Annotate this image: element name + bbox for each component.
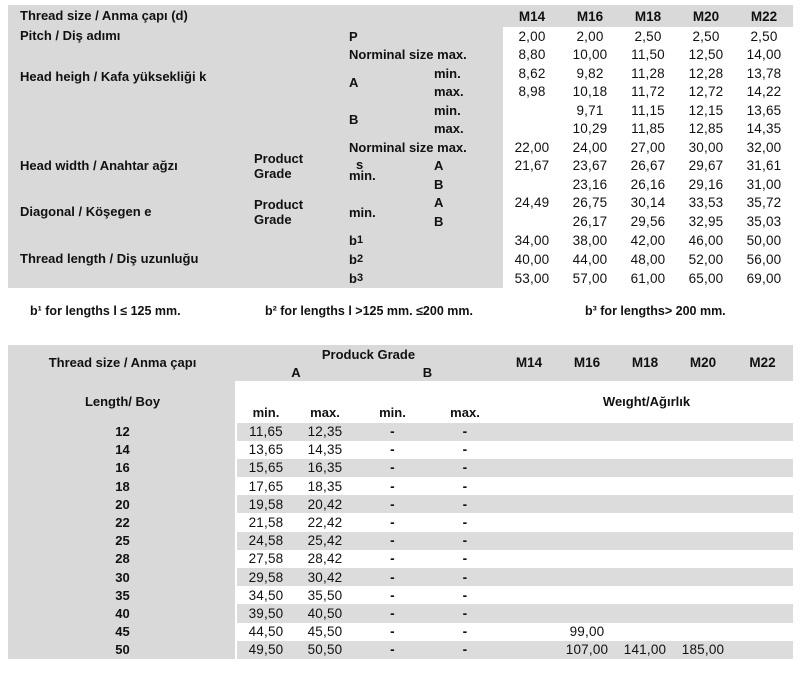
t2-grade-a-label: A xyxy=(291,365,301,380)
t2-value: - xyxy=(462,551,468,567)
t1-value: 21,67 xyxy=(514,158,550,174)
t2-value: - xyxy=(390,442,395,458)
t1-value: 22,00 xyxy=(514,139,550,155)
t2-value: 29,58 xyxy=(248,569,284,585)
t2-title: Thread size / Anma çapı xyxy=(48,355,197,370)
t1-value: 50,00 xyxy=(746,232,782,248)
t2-value: - xyxy=(390,424,395,440)
t2-value: 21,58 xyxy=(248,515,284,531)
t1-value: 32,00 xyxy=(746,139,782,155)
t2-col-m20: M20 xyxy=(689,355,717,370)
t1-value: 8,80 xyxy=(518,47,546,63)
t1-value: 30,14 xyxy=(630,195,666,211)
dimension-spec-table xyxy=(8,5,793,288)
t2-value: 27,58 xyxy=(248,551,284,567)
t2-length: 45 xyxy=(115,624,130,640)
t1-value: 48,00 xyxy=(630,251,666,267)
t1-value: 35,72 xyxy=(746,195,782,211)
t1-value: 14,00 xyxy=(746,47,782,63)
t1-value: 11,85 xyxy=(631,121,665,137)
t1-value: 8,62 xyxy=(518,65,546,81)
t1-value: 10,00 xyxy=(572,47,608,63)
t2-length: 35 xyxy=(115,587,130,603)
t2-col-m14: M14 xyxy=(515,355,543,370)
t1-product-grade-label: Product Grade xyxy=(254,197,304,227)
t1-value: 23,16 xyxy=(572,176,608,192)
t2-value: - xyxy=(462,605,468,621)
t1-grade-b-label: B xyxy=(434,213,444,229)
t1-value: 53,00 xyxy=(514,270,550,286)
t2-value: - xyxy=(462,533,468,549)
t2-value: - xyxy=(462,587,468,603)
t2-value: - xyxy=(390,515,395,531)
t2-grade-b-label: B xyxy=(422,365,433,380)
t1-thread-length-label: Thread length / Diş uzunluğu xyxy=(20,251,199,266)
t1-value: 9,71 xyxy=(576,102,604,118)
t1-value: 2,50 xyxy=(750,28,778,44)
t1-value: 65,00 xyxy=(688,270,724,286)
t2-value: 34,50 xyxy=(248,587,284,603)
t1-col-m20: M20 xyxy=(692,8,720,24)
t2-value: - xyxy=(390,478,395,494)
footnote-b3: b³ for lengths> 200 mm. xyxy=(585,303,726,318)
t1-value: 13,65 xyxy=(746,102,782,118)
t1-col-m16: M16 xyxy=(576,8,604,24)
t1-max-label: max. xyxy=(434,121,464,137)
t1-value: 61,00 xyxy=(630,270,666,286)
t1-value: 8,98 xyxy=(518,84,546,100)
t1-value: 2,50 xyxy=(634,28,662,44)
footnote-b1: b¹ for lengths l ≤ 125 mm. xyxy=(30,303,181,318)
t2-value: 20,42 xyxy=(307,496,343,512)
t2-value: 49,50 xyxy=(248,642,284,658)
t2-value: 18,35 xyxy=(307,478,343,494)
t1-min-label: min. xyxy=(434,65,461,81)
t2-value: 25,42 xyxy=(307,533,343,549)
t1-value: 56,00 xyxy=(746,251,782,267)
t2-value: 16,35 xyxy=(307,460,343,476)
t2-value: - xyxy=(390,533,395,549)
t2-length: 18 xyxy=(115,478,130,494)
t1-value: 2,00 xyxy=(576,28,604,44)
t1-head-height-label: Head heigh / Kafa yüksekliği k xyxy=(20,68,207,84)
t1-value: 14,22 xyxy=(746,84,782,100)
t2-value: 17,65 xyxy=(248,478,284,494)
t1-s-min-label xyxy=(340,157,432,194)
t2-value: - xyxy=(390,569,395,585)
t2-value: 13,65 xyxy=(248,442,284,458)
t1-col-m18: M18 xyxy=(634,8,662,24)
t2-length: 25 xyxy=(115,533,130,549)
t2-value: 14,35 xyxy=(307,442,343,458)
t2-length: 14 xyxy=(115,442,130,458)
t1-value: 31,00 xyxy=(746,176,782,192)
t1-nominal-label: Norminal size max. xyxy=(349,139,467,155)
t1-min-label: min. xyxy=(434,102,461,118)
t1-head-width-label: Head width / Anahtar ağzı xyxy=(20,157,178,173)
t2-length: 20 xyxy=(115,496,130,512)
t2-length: 30 xyxy=(115,569,130,585)
t2-value: 12,35 xyxy=(307,424,343,440)
t1-value: 2,50 xyxy=(692,28,720,44)
t1-grade-a-label: A xyxy=(434,158,444,174)
t1-title: Thread size / Anma çapı (d) xyxy=(20,8,188,23)
t1-value: 32,95 xyxy=(688,213,724,229)
t2-weight-value: 185,00 xyxy=(681,642,725,658)
t1-col-m22: M22 xyxy=(750,8,778,24)
t1-value: 23,67 xyxy=(572,158,608,174)
t1-product-grade-label: Product Grade xyxy=(254,150,304,181)
t2-value: 30,42 xyxy=(307,569,343,585)
t1-b1-label: b 1 xyxy=(349,232,364,248)
t1-value: 44,00 xyxy=(572,251,608,267)
t2-value: - xyxy=(390,642,395,658)
t2-value: - xyxy=(462,460,468,476)
t1-value: 24,00 xyxy=(572,139,608,155)
t2-value: - xyxy=(462,496,468,512)
t2-length: 40 xyxy=(115,605,130,621)
t1-value: 11,72 xyxy=(631,84,665,100)
t2-length: 12 xyxy=(115,424,130,440)
t2-product-grade-label: Produck Grade xyxy=(321,347,416,362)
t1-value: 29,16 xyxy=(688,176,724,192)
t2-length: 22 xyxy=(115,515,130,531)
t1-value: 12,50 xyxy=(688,47,724,63)
t2-length: 28 xyxy=(115,551,130,567)
t1-value: 34,00 xyxy=(514,232,550,248)
t2-length: 16 xyxy=(115,460,130,476)
t2-value: - xyxy=(390,460,395,476)
t1-value: 9,82 xyxy=(576,65,604,81)
footnote-b2: b² for lengths l >125 mm. ≤200 mm. xyxy=(265,303,473,318)
t1-value: 26,75 xyxy=(572,195,608,211)
t2-weight-value: 107,00 xyxy=(565,642,609,658)
t1-value: 14,35 xyxy=(746,121,782,137)
length-weight-table xyxy=(8,345,793,659)
t1-diagonal-label: Diagonal / Köşegen e xyxy=(20,204,152,219)
t1-value: 11,28 xyxy=(631,65,665,81)
t2-value: 35,50 xyxy=(307,587,343,603)
t1-value: 52,00 xyxy=(688,251,724,267)
t2-col-m16: M16 xyxy=(573,355,601,370)
t1-pitch-label: Pitch / Diş adımı xyxy=(20,28,121,44)
t1-value: 26,16 xyxy=(630,176,666,192)
t2-value: - xyxy=(390,624,395,640)
t1-value: 12,85 xyxy=(688,121,724,137)
t2-value: - xyxy=(390,587,395,603)
t2-value: 44,50 xyxy=(248,624,284,640)
t1-value: 10,29 xyxy=(572,121,608,137)
t1-value: 35,03 xyxy=(746,213,782,229)
t1-pitch-symbol: P xyxy=(349,28,358,44)
t1-value: 57,00 xyxy=(572,270,608,286)
t1-value: 27,00 xyxy=(630,139,666,155)
t1-value: 2,00 xyxy=(518,28,546,44)
t2-value: 45,50 xyxy=(307,624,343,640)
t1-value: 26,67 xyxy=(630,158,666,174)
footnotes xyxy=(8,304,800,324)
t1-value: 11,15 xyxy=(631,102,665,118)
t1-col-m14: M14 xyxy=(518,8,546,24)
t2-value: 19,58 xyxy=(248,496,284,512)
t1-value: 30,00 xyxy=(688,139,724,155)
t2-value: 50,50 xyxy=(307,642,343,658)
t1-value: 11,50 xyxy=(631,47,665,63)
t1-value: 24,49 xyxy=(514,195,550,211)
t1-value: 42,00 xyxy=(630,232,666,248)
t1-s-symbol: s xyxy=(356,156,364,172)
t2-value: 22,42 xyxy=(307,515,343,531)
t1-value: 13,78 xyxy=(746,65,782,81)
t2-value: - xyxy=(462,424,468,440)
t1-grade-b-label: B xyxy=(349,112,359,127)
t2-value: - xyxy=(462,515,468,531)
t2-value: - xyxy=(462,569,468,585)
t1-value: 33,53 xyxy=(688,195,724,211)
t2-col-m22: M22 xyxy=(749,355,776,370)
t1-grade-a-label: A xyxy=(434,195,444,211)
t2-value: - xyxy=(390,605,395,621)
t1-value: 29,56 xyxy=(630,213,666,229)
t1-value: 26,17 xyxy=(572,213,608,229)
t1-grade-b-label: B xyxy=(434,176,444,192)
t2-value: 39,50 xyxy=(248,605,284,621)
t2-length: 50 xyxy=(115,642,130,658)
t1-value: 38,00 xyxy=(572,232,608,248)
t1-value: 12,72 xyxy=(688,84,724,100)
t1-b2-label: b 2 xyxy=(349,251,364,267)
t1-value: 46,00 xyxy=(688,232,724,248)
t2-value: - xyxy=(390,496,395,512)
t2-weight-value: 99,00 xyxy=(569,624,605,640)
t1-min-label: min. xyxy=(349,167,376,183)
t1-value: 69,00 xyxy=(746,270,782,286)
t1-value: 31,61 xyxy=(746,158,782,174)
t2-col-m18: M18 xyxy=(631,355,659,370)
t2-value: 11,65 xyxy=(249,424,283,440)
t2-value: 28,42 xyxy=(307,551,343,567)
t1-max-label: max. xyxy=(434,84,464,100)
t2-value: - xyxy=(462,624,468,640)
t2-weight-value: 141,00 xyxy=(623,642,667,658)
t1-value: 12,15 xyxy=(688,102,724,118)
t1-value: 29,67 xyxy=(688,158,724,174)
t2-value: 40,50 xyxy=(307,605,343,621)
t1-b3-label: b 3 xyxy=(349,270,364,286)
t2-amin-header: min. xyxy=(252,404,280,420)
t1-grade-a-label: A xyxy=(349,75,359,90)
t2-value: 15,65 xyxy=(248,460,284,476)
t2-value: 24,58 xyxy=(248,533,284,549)
t1-nominal-label: Norminal size max. xyxy=(349,47,467,63)
t2-bmax-header: max. xyxy=(450,404,480,420)
t1-value: 10,18 xyxy=(572,84,608,100)
t1-value: 40,00 xyxy=(514,251,550,267)
t2-value: - xyxy=(462,642,468,658)
t2-value: - xyxy=(462,442,468,458)
t2-value: - xyxy=(462,478,468,494)
t2-value: - xyxy=(390,551,395,567)
t2-amax-header: max. xyxy=(310,404,340,420)
t1-value: 12,28 xyxy=(688,65,724,81)
t2-length-label: Length/ Boy xyxy=(84,394,161,409)
t2-weight-label: Weıght/Ağırlık xyxy=(602,394,691,409)
t1-min-label: min. xyxy=(349,204,376,220)
t2-bmin-header: min. xyxy=(379,404,406,420)
